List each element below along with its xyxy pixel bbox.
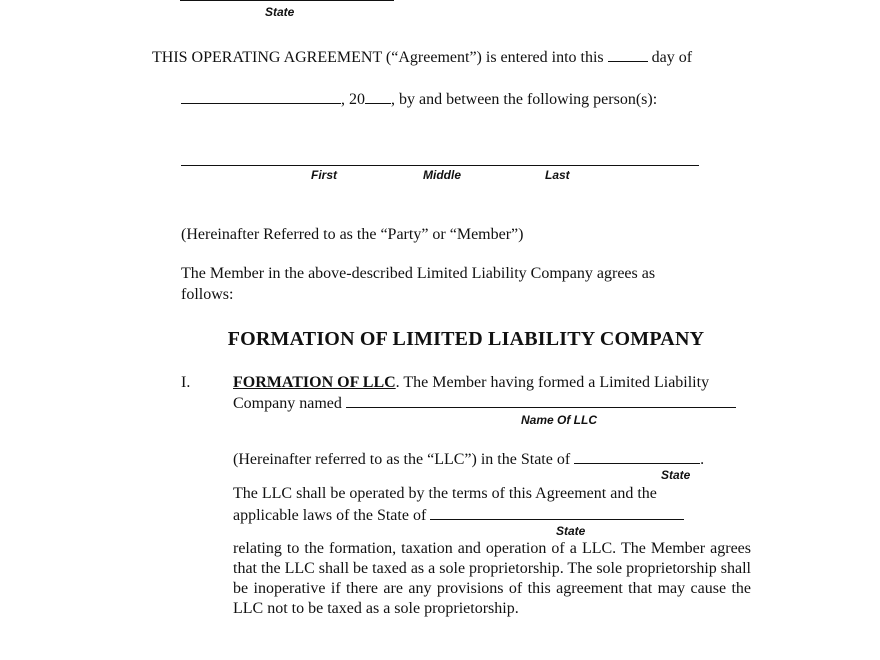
year-blank[interactable] — [365, 89, 391, 104]
caption-last: Last — [545, 168, 570, 182]
intro-line-1 — [152, 47, 692, 68]
intro-line-2 — [181, 89, 657, 110]
top-state-caption: State — [265, 5, 295, 19]
article-line-2 — [233, 393, 736, 414]
referred-llc-end: . — [700, 451, 705, 468]
article-number: I. — [181, 374, 191, 391]
article-title: FORMATION OF LLC — [233, 374, 396, 391]
caption-state-1: State — [661, 468, 691, 482]
state-blank-2[interactable] — [430, 505, 684, 520]
operated-line-1: The LLC shall be operated by the terms of this Agreement and the — [233, 485, 657, 502]
agrees-line-1: The Member in the above-described Limited Liability Company agrees as — [181, 265, 656, 282]
referred-llc-line — [233, 449, 704, 470]
section-heading: FORMATION OF LIMITED LIABILITY COMPANY — [227, 328, 705, 350]
top-state-line — [180, 0, 394, 1]
intro-line-1-text: THIS OPERATING AGREEMENT (“Agreement”) is entered into this — [152, 49, 604, 66]
taxation-paragraph: relating to the formation, taxation and operation of a LLC. The Member agrees that the LLC shall be taxed as a sole proprietorship. The sole proprietorship shall be inoperative if there are any provisions of this agreement that may cause the LLC not to be taxed as a sole proprietorship. — [233, 540, 751, 617]
operated-line-2-text: applicable laws of the State of — [233, 507, 427, 524]
operated-line-2 — [233, 505, 684, 526]
member-name-line[interactable] — [181, 165, 699, 166]
day-blank[interactable] — [608, 47, 648, 62]
intro-line-2-text: , by and between the following person(s): — [391, 91, 658, 108]
date-blank[interactable] — [181, 89, 341, 104]
caption-name-of-llc: Name Of LLC — [521, 413, 598, 427]
article-line-1-rest: . The Member having formed a Limited Liability — [395, 374, 710, 391]
state-blank-1[interactable] — [574, 449, 700, 464]
company-named-label: Company named — [233, 395, 342, 412]
llc-name-blank[interactable] — [346, 393, 736, 408]
article-line-1 — [233, 373, 709, 393]
referred-party-text: (Hereinafter Referred to as the “Party” or “Member”) — [181, 226, 524, 243]
caption-state-2: State — [556, 524, 586, 538]
year-prefix: , 20 — [341, 91, 365, 108]
agrees-line-2: follows: — [181, 286, 234, 303]
caption-first: First — [311, 168, 338, 182]
referred-llc-text: (Hereinafter referred to as the “LLC”) in the State of — [233, 451, 571, 468]
intro-day-of: day of — [651, 49, 693, 66]
caption-middle: Middle — [423, 168, 461, 182]
